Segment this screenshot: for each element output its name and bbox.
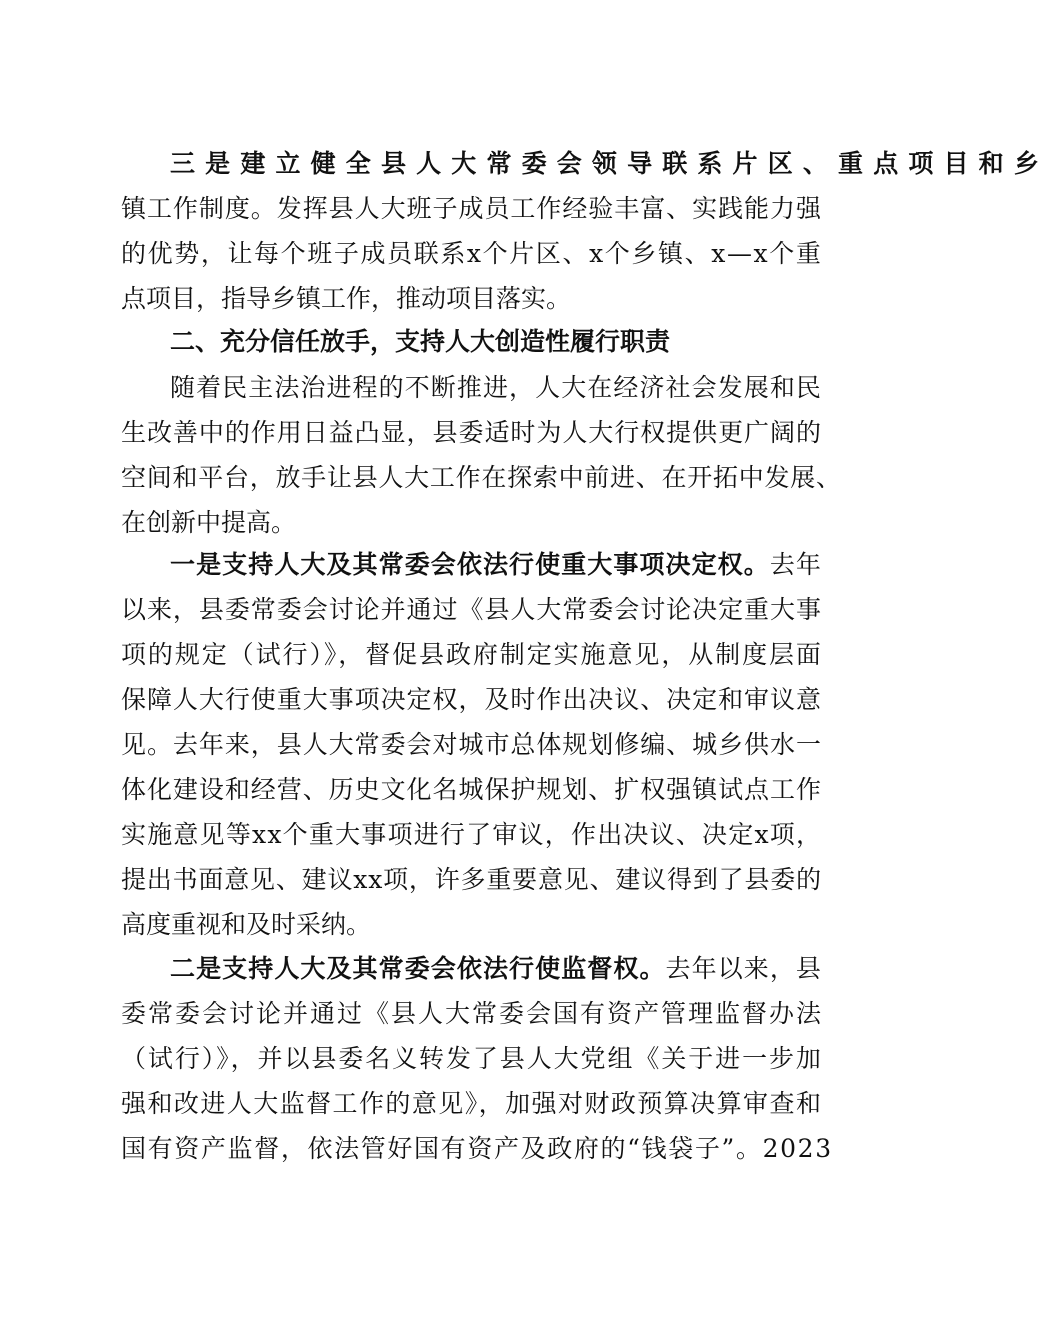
paragraph-2-line-3: 空间和平台，放手让县人大工作在探索中前进、在开拓中发展、 [121, 463, 842, 492]
paragraph-2-line-1: 随着民主法治进程的不断推进，人大在经济社会发展和民 [170, 373, 823, 402]
paragraph-3-line-6: 体化建设和经营、历史文化名城保护规划、扩权强镇试点工作 [121, 775, 822, 804]
lead-sentence: 一是支持人大及其常委会依法行使重大事项决定权。 [170, 550, 770, 579]
paragraph-3-line-4: 保障人大行使重大事项决定权，及时作出决议、决定和审议意 [121, 685, 822, 714]
paragraph-3-line-5: 见。去年来，县人大常委会对城市总体规划修编、城乡供水一 [121, 730, 822, 759]
paragraph-4-line-5: 国有资产监督，依法管好国有资产及政府的“钱袋子”。2023 [121, 1134, 833, 1163]
paragraph-4-line-4: 强和改进人大监督工作的意见》，加强对财政预算决算审查和 [121, 1089, 823, 1118]
paragraph-1-line-2: 镇工作制度。发挥县人大班子成员工作经验丰富、实践能力强 [121, 194, 822, 223]
lead-continuation: 去年以来，县 [665, 954, 823, 983]
paragraph-1-line-4: 点项目，指导乡镇工作，推动项目落实。 [121, 284, 572, 313]
paragraph-3-line-3: 项的规定（试行）》，督促县政府制定实施意见，从制度层面 [121, 640, 823, 669]
paragraph-1-lead [170, 142, 1049, 186]
paragraph-4-line-3: （试行）》，并以县委名义转发了县人大党组《关于进一步加 [121, 1044, 823, 1073]
paragraph-3-line-1 [170, 543, 821, 587]
lead-sentence: 三是建立健全县人大常委会领导联系片区、重点项目和乡 [170, 149, 1049, 178]
lead-continuation: 去年 [769, 550, 823, 579]
section-heading: 二、充分信任放手，支持人大创造性履行职责 [170, 327, 671, 356]
paragraph-3-line-8: 提出书面意见、建议xx项，许多重要意见、建议得到了县委的 [121, 865, 822, 894]
paragraph-2-line-4: 在创新中提高。 [121, 508, 297, 537]
paragraph-1-line-3: 的优势，让每个班子成员联系x个片区、x个乡镇、x—x个重 [121, 239, 823, 268]
paragraph-3-line-2: 以来，县委常委会讨论并通过《县人大常委会讨论决定重大事 [121, 595, 822, 624]
paragraph-3-line-9: 高度重视和及时采纳。 [121, 910, 372, 939]
paragraph-1-line-1 [0, 142, 1049, 186]
paragraph-3-line-7: 实施意见等xx个重大事项进行了审议，作出决议、决定x项， [121, 820, 823, 849]
lead-sentence: 二是支持人大及其常委会依法行使监督权。 [170, 954, 666, 983]
paragraph-4-line-2: 委常委会讨论并通过《县人大常委会国有资产管理监督办法 [121, 999, 824, 1028]
paragraph-4-line-1 [170, 947, 821, 991]
paragraph-2-line-2: 生改善中的作用日益凸显，县委适时为人大行权提供更广阔的 [121, 418, 822, 447]
